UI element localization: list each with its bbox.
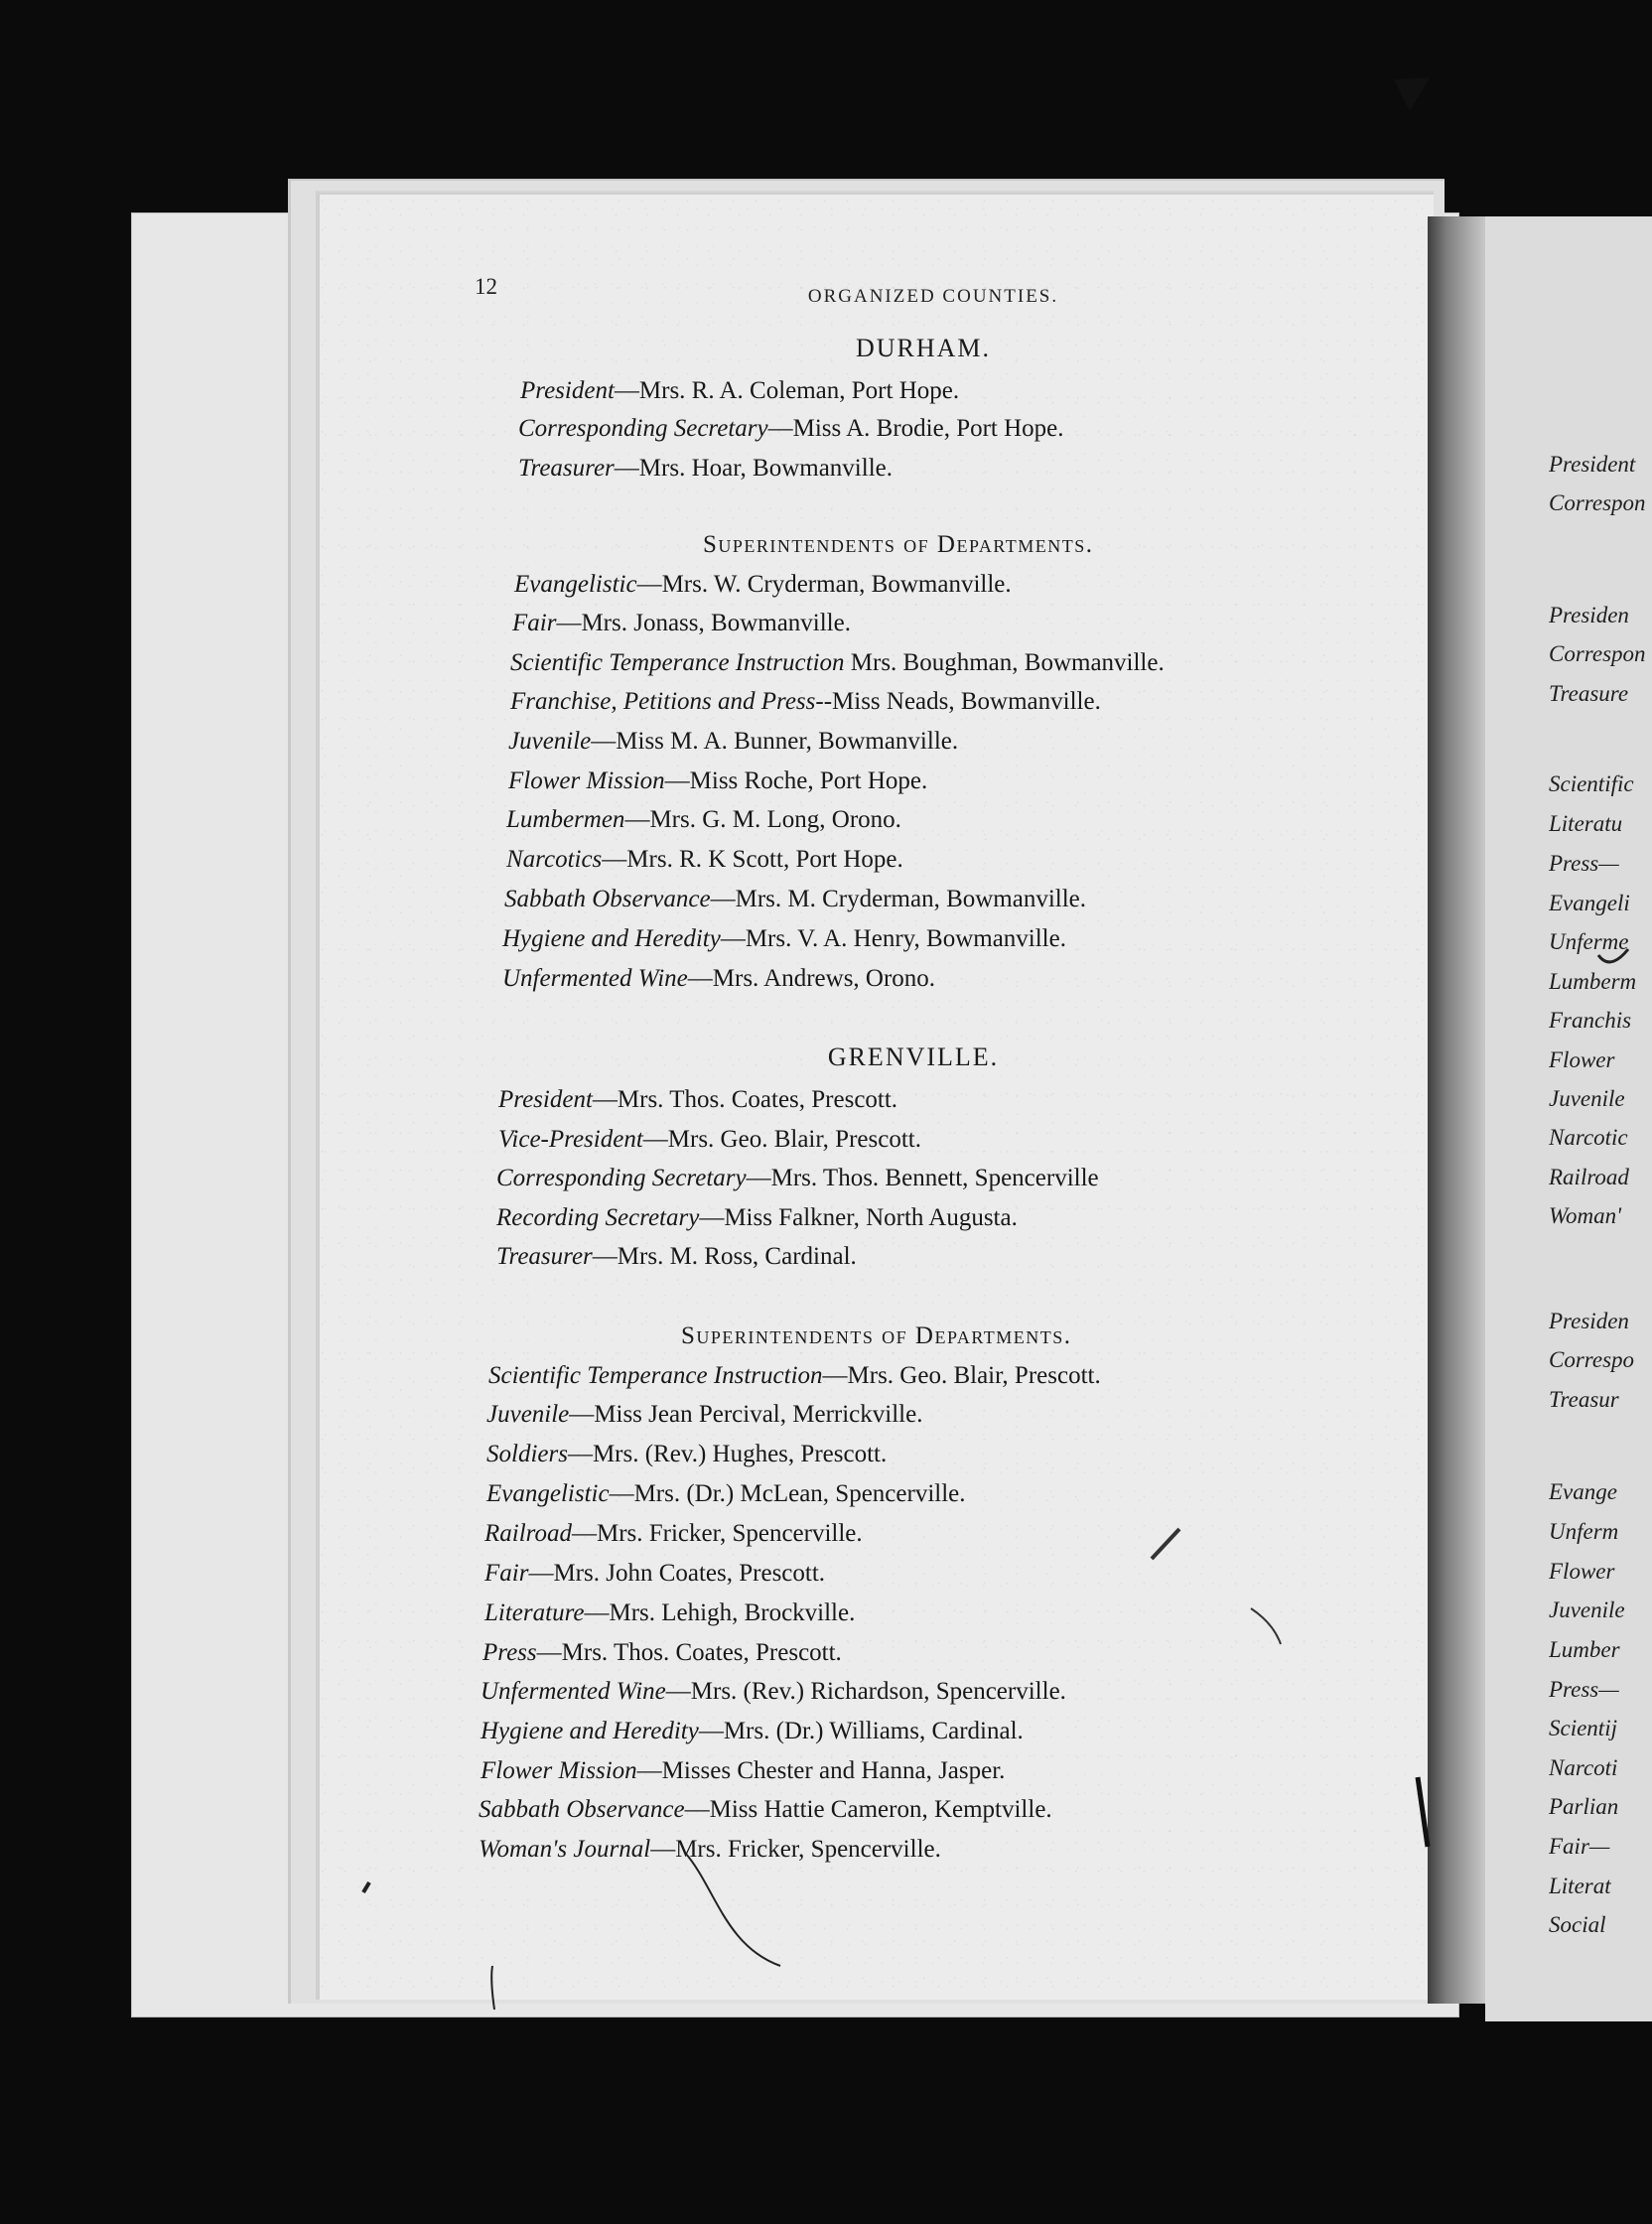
facing-page-fragment: Evangeli	[1549, 891, 1630, 915]
department: Scientific Temperance Instruction	[510, 649, 845, 676]
facing-page-fragment: Juvenile	[1549, 1086, 1625, 1111]
superintendent-line	[486, 1401, 922, 1429]
superintendent-name: —Mrs. Fricker, Spencerville.	[571, 1520, 863, 1547]
superintendent-line	[484, 1599, 855, 1627]
department: Fair	[484, 1560, 529, 1587]
scan-corner-mark	[1394, 77, 1430, 111]
facing-page-fragment: Fair—	[1549, 1834, 1610, 1859]
department: Woman's Journal	[479, 1836, 651, 1863]
facing-page-fragment: Press—	[1549, 1677, 1619, 1702]
superintendent-name: —Mrs. V. A. Henry, Bowmanville.	[720, 925, 1066, 952]
facing-page-fragment: Railroad	[1549, 1165, 1629, 1189]
facing-page-fragment: Correspon	[1549, 641, 1646, 666]
officer-role: Recording Secretary	[496, 1204, 700, 1231]
superintendent-name: —Mrs. Thos. Coates, Prescott.	[536, 1639, 842, 1666]
superintendent-line	[502, 925, 1066, 953]
superintendent-name: —Miss Roche, Port Hope.	[664, 767, 928, 794]
superintendent-line	[512, 610, 851, 637]
officer-name: —Mrs. R. A. Coleman, Port Hope.	[614, 377, 960, 404]
officer-role: Vice-President	[498, 1126, 643, 1153]
page-number: 12	[475, 274, 497, 299]
superintendent-line	[508, 767, 927, 795]
superintendent-name: —Miss Hattie Cameron, Kemptville.	[684, 1796, 1052, 1823]
facing-page-fragment: Presiden	[1549, 1309, 1629, 1333]
facing-page-fragment: Press—	[1549, 851, 1619, 876]
officer-line	[520, 377, 959, 405]
department: Fair	[512, 610, 557, 636]
running-head: ORGANIZED COUNTIES.	[807, 286, 1059, 307]
department: Evangelistic	[514, 571, 637, 598]
superintendent-name: Mrs. Boughman, Bowmanville.	[844, 649, 1165, 676]
officer-line	[518, 455, 893, 483]
facing-page	[1485, 216, 1652, 2021]
superintendent-line	[510, 649, 1165, 677]
facing-page-fragment: Unferme	[1549, 929, 1629, 954]
superintendent-name: —Mrs. Lehigh, Brockville.	[584, 1599, 856, 1626]
superintendent-name: —Mrs. Geo. Blair, Prescott.	[822, 1362, 1101, 1389]
officer-name: —Mrs. Thos. Bennett, Spencerville	[746, 1165, 1099, 1191]
superintendent-line	[482, 1639, 842, 1667]
officer-name: —Miss Falkner, North Augusta.	[699, 1204, 1018, 1231]
officer-name: —Mrs. M. Ross, Cardinal.	[592, 1243, 857, 1270]
department: Lumbermen	[506, 806, 625, 833]
facing-page-fragment: Parlian	[1549, 1794, 1619, 1819]
officer-name: —Mrs. Thos. Coates, Prescott.	[592, 1086, 898, 1113]
department: Flower Mission	[481, 1757, 637, 1784]
department: Soldiers	[486, 1441, 568, 1467]
department: Hygiene and Heredity	[481, 1718, 699, 1744]
department: Hygiene and Heredity	[502, 925, 721, 952]
superintendent-line	[504, 886, 1086, 913]
officer-role: Corresponding Secretary	[518, 415, 768, 442]
department: Evangelistic	[486, 1480, 610, 1507]
facing-page-fragment: Scientij	[1549, 1716, 1617, 1740]
officer-line	[518, 415, 1064, 443]
superintendent-line	[484, 1560, 825, 1588]
superintendent-line	[481, 1678, 1066, 1706]
superintendent-name: —Mrs. G. M. Long, Orono.	[624, 806, 901, 833]
superintendent-name: —Mrs. Jonass, Bowmanville.	[556, 610, 851, 636]
superintendent-line	[486, 1441, 887, 1468]
department: Sabbath Observance	[479, 1796, 685, 1823]
facing-page-fragment: Juvenile	[1549, 1598, 1625, 1622]
superintendent-name: —Mrs. (Dr.) McLean, Spencerville.	[609, 1480, 966, 1507]
department: Press	[482, 1639, 537, 1666]
facing-page-fragment: Correspon	[1549, 490, 1646, 515]
officer-name: —Mrs. Geo. Blair, Prescott.	[642, 1126, 921, 1153]
superintendent-line	[506, 846, 903, 874]
superintendent-name: —Mrs. Fricker, Spencerville.	[650, 1836, 941, 1863]
superintendents-heading-durham: Superintendents of Departments.	[703, 531, 1094, 558]
department: Railroad	[484, 1520, 572, 1547]
department: Sabbath Observance	[504, 886, 711, 912]
facing-page-fragment: Correspo	[1549, 1347, 1635, 1372]
department: Literature	[484, 1599, 585, 1626]
officer-role: Treasurer	[518, 455, 615, 482]
officer-line	[498, 1086, 897, 1114]
superintendent-line	[508, 728, 958, 756]
officer-line	[496, 1204, 1018, 1232]
superintendent-name: —Mrs. John Coates, Prescott.	[528, 1560, 826, 1587]
facing-page-fragment: Lumberm	[1549, 969, 1637, 994]
department: Juvenile	[486, 1401, 570, 1428]
superintendent-name: —Mrs. (Dr.) Williams, Cardinal.	[698, 1718, 1024, 1744]
superintendent-name: —Miss Jean Percival, Merrickville.	[569, 1401, 923, 1428]
facing-page-fragment: Treasure	[1549, 681, 1629, 706]
department: Narcotics	[506, 846, 603, 873]
superintendent-line	[514, 571, 1012, 599]
superintendent-line	[510, 688, 1101, 716]
superintendent-line	[481, 1718, 1024, 1745]
facing-page-fragment: Franchis	[1549, 1008, 1632, 1033]
officer-line	[496, 1243, 857, 1271]
facing-page-fragment: Unferm	[1549, 1519, 1619, 1544]
superintendent-name: --Miss Neads, Bowmanville.	[815, 688, 1101, 715]
superintendent-line	[479, 1796, 1052, 1824]
facing-page-fragment: Evange	[1549, 1479, 1617, 1504]
facing-page-fragment: Lumber	[1549, 1637, 1620, 1662]
superintendent-line	[486, 1480, 966, 1508]
facing-page-fragment: Narcoti	[1549, 1755, 1618, 1780]
superintendent-line	[479, 1836, 941, 1864]
superintendent-line	[488, 1362, 1101, 1390]
department: Scientific Temperance Instruction	[488, 1362, 823, 1389]
department: Flower Mission	[508, 767, 665, 794]
superintendent-name: —Miss M. A. Bunner, Bowmanville.	[591, 728, 959, 755]
superintendent-name: —Mrs. R. K Scott, Port Hope.	[602, 846, 903, 873]
officer-name: —Miss A. Brodie, Port Hope.	[767, 415, 1064, 442]
officer-role: President	[498, 1086, 593, 1113]
officer-line	[498, 1126, 921, 1154]
facing-page-fragment: President	[1549, 452, 1636, 477]
officer-name: —Mrs. Hoar, Bowmanville.	[614, 455, 893, 482]
superintendent-line	[502, 965, 935, 993]
facing-page-fragment: Literat	[1549, 1874, 1611, 1898]
superintendent-name: —Mrs. (Rev.) Richardson, Spencerville.	[665, 1678, 1066, 1705]
facing-page-fragment: Flower	[1549, 1559, 1615, 1584]
superintendents-heading-grenville: Superintendents of Departments.	[681, 1322, 1072, 1349]
superintendent-line	[484, 1520, 863, 1548]
superintendent-name: —Mrs. M. Cryderman, Bowmanville.	[710, 886, 1087, 912]
facing-page-fragment: Scientific	[1549, 771, 1634, 796]
officer-role: Corresponding Secretary	[496, 1165, 747, 1191]
superintendent-name: —Mrs. Andrews, Orono.	[687, 965, 936, 992]
superintendent-line	[481, 1757, 1005, 1785]
department: Franchise, Petitions and Press	[510, 688, 816, 715]
superintendent-name: —Mrs. W. Cryderman, Bowmanville.	[636, 571, 1012, 598]
department: Unfermented Wine	[502, 965, 688, 992]
facing-page-fragment: Presiden	[1549, 603, 1629, 627]
county-heading-grenville: GRENVILLE.	[827, 1042, 1000, 1071]
facing-page-fragment: Woman'	[1549, 1203, 1622, 1228]
facing-page-fragment: Social	[1549, 1912, 1606, 1937]
officer-line	[496, 1165, 1099, 1192]
officer-role: President	[520, 377, 615, 404]
department: Unfermented Wine	[481, 1678, 666, 1705]
facing-page-fragment: Treasur	[1549, 1387, 1619, 1412]
facing-page-fragment: Flower	[1549, 1047, 1615, 1072]
county-heading-durham: DURHAM.	[855, 334, 992, 362]
officer-role: Treasurer	[496, 1243, 593, 1270]
department: Juvenile	[508, 728, 592, 755]
superintendent-name: —Misses Chester and Hanna, Jasper.	[636, 1757, 1006, 1784]
book-gutter-shadow	[1428, 216, 1489, 2004]
facing-page-fragment: Narcotic	[1549, 1125, 1628, 1150]
superintendent-line	[506, 806, 901, 834]
superintendent-name: —Mrs. (Rev.) Hughes, Prescott.	[567, 1441, 888, 1467]
facing-page-fragment: Literatu	[1549, 811, 1623, 836]
